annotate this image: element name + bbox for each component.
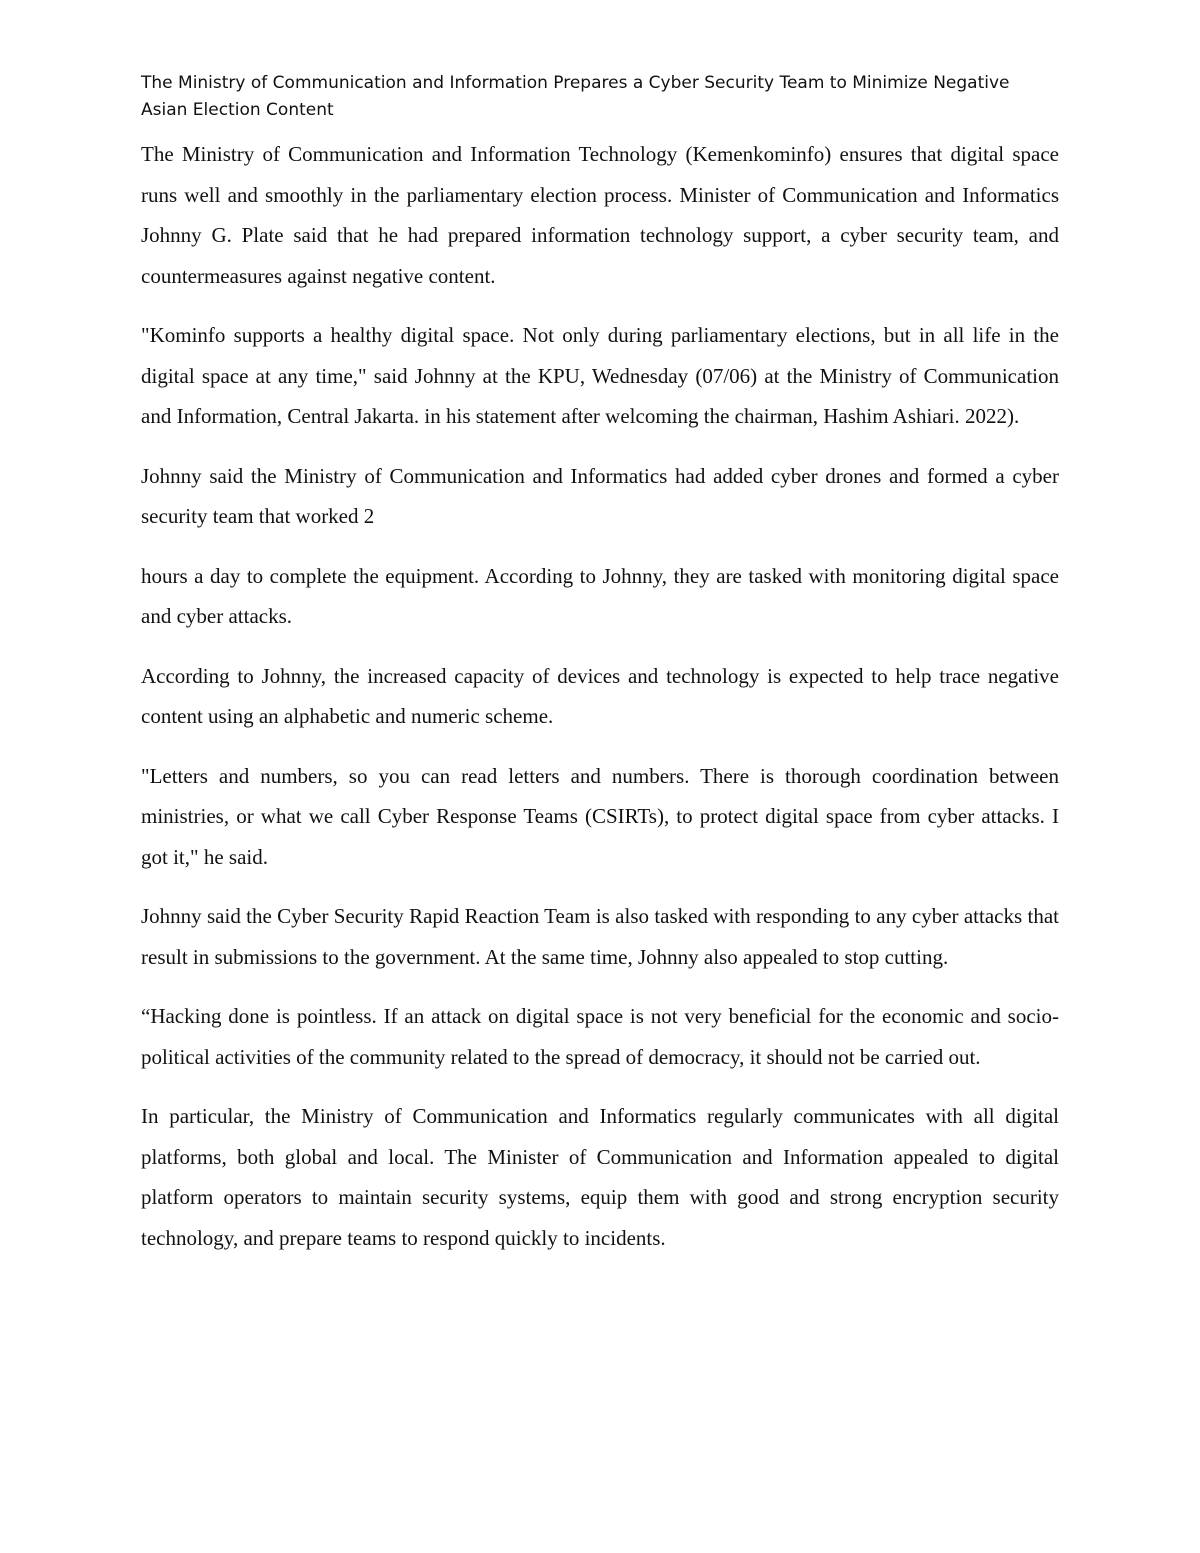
- document-body: [141, 70, 1059, 1277]
- paragraph: "Letters and numbers, so you can read letters and numbers. There is thorough coordination between ministries, or what we call Cyber Response Teams (CSIRTs), to protect digital space from cyber attacks. I got it," he said.: [141, 763, 1059, 869]
- paragraph: "Kominfo supports a healthy digital space. Not only during parliamentary elections, but in all life in the digital space at any time," said Johnny at the KPU, Wednesday (07/06) at the Ministry of Communication and Information, Central Jakarta. in his statement after welcoming the chairman, Hashim Ashiari. 2022).: [141, 323, 1059, 428]
- paragraph: “Hacking done is pointless. If an attack on digital space is not very beneficial for the economic and socio-political activities of the community related to the spread of democracy, it should not be carried out.: [141, 1004, 1059, 1069]
- paragraph: Johnny said the Cyber Security Rapid Reaction Team is also tasked with responding to any cyber attacks that result in submissions to the government. At the same time, Johnny also appealed to stop cutting.: [141, 904, 1059, 969]
- paragraph: Johnny said the Ministry of Communication and Informatics had added cyber drones and formed a cyber security team that worked 2: [141, 463, 1059, 528]
- paragraph: In particular, the Ministry of Communication and Informatics regularly communicates with all digital platforms, both global and local. The Minister of Communication and Information appealed to digital platform operators to maintain security systems, equip them with good and strong encryption security technology, and prepare teams to respond quickly to incidents.: [141, 1104, 1059, 1250]
- paragraph: hours a day to complete the equipment. According to Johnny, they are tasked with monitoring digital space and cyber attacks.: [141, 563, 1059, 628]
- paragraph: According to Johnny, the increased capacity of devices and technology is expected to help trace negative content using an alphabetic and numeric scheme.: [141, 663, 1059, 728]
- document-title: The Ministry of Communication and Information Prepares a Cyber Security Team to Minimize Negative Asian Election Content: [141, 73, 1010, 120]
- paragraph: The Ministry of Communication and Information Technology (Kemenkominfo) ensures that digital space runs well and smoothly in the parliamentary election process. Minister of Communication and Informatics Johnny G. Plate said that he had prepared information technology support, a cyber security team, and countermeasures against negative content.: [141, 142, 1059, 288]
